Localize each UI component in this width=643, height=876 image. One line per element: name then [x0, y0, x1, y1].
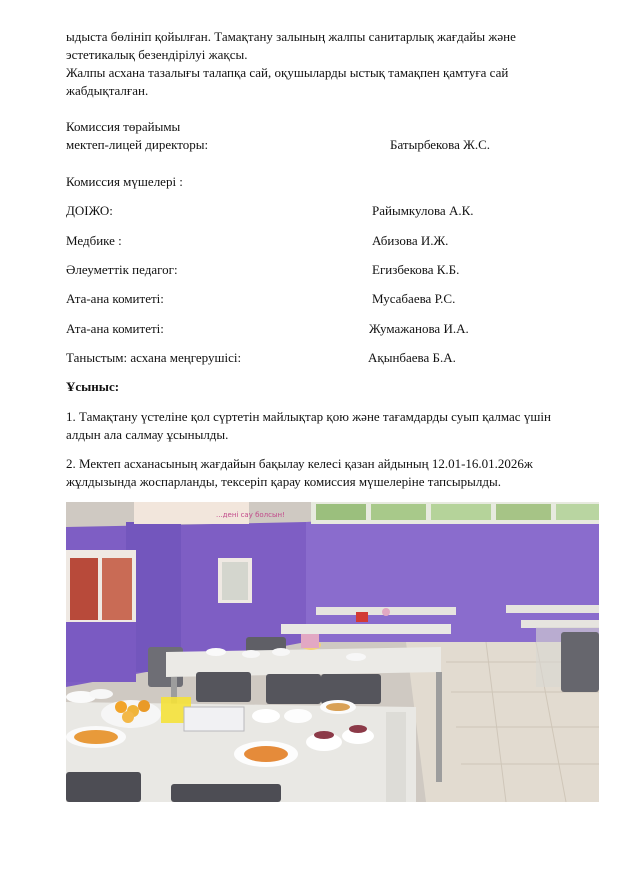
intro-line-4: жабдықталған. [66, 83, 149, 98]
member-name: Райымкулова А.К. [372, 203, 474, 218]
proposal-heading: Ұсыныс: [66, 379, 120, 394]
proposal-1-line-2: алдын ала салмау ұсынылды. [66, 427, 229, 442]
banner-text: ...дені сау болсын! [216, 511, 285, 519]
member-name: Абизова И.Ж. [372, 233, 449, 248]
chair-name: Батырбекова Ж.С. [390, 137, 490, 152]
members-heading: Комиссия мүшелері : [66, 174, 183, 189]
cafeteria-photo [66, 502, 599, 802]
member-role: Ата-ана комитеті: [66, 291, 164, 306]
member-role: Медбике : [66, 233, 122, 248]
proposal-2-line-1: 2. Мектеп асханасының жағдайын бақылау келесі қазан айдының 12.01-16.01.2026ж [66, 456, 533, 471]
member-role: ДОІЖО: [66, 203, 113, 218]
member-role: Әлеуметтік педагог: [66, 262, 178, 277]
member-name: Мусабаева Р.С. [372, 291, 456, 306]
intro-line-2: эстетикалық безендірілуі жақсы. [66, 47, 248, 62]
chair-role: мектеп-лицей директоры: [66, 137, 209, 152]
chair-title: Комиссия төрайымы [66, 119, 181, 134]
intro-line-3: Жалпы асхана тазалығы талапқа сай, оқушыларды ыстық тамақпен қамтуға сай [66, 65, 509, 80]
proposal-2-line-2: жұлдызында жоспарланды, тексеріп қарау комиссия мүшелеріне тапсырылды. [66, 474, 501, 489]
proposal-1-line-1: 1. Тамақтану үстеліне қол сүртетін майлықтар қою және тағамдарды суып қалмас үшін [66, 409, 551, 424]
member-name: Ақынбаева Б.А. [368, 350, 456, 365]
member-name: Егизбекова К.Б. [372, 262, 460, 277]
member-name: Жумажанова И.А. [369, 321, 469, 336]
intro-line-1: ыдыста бөлініп қойылған. Тамақтану залының жалпы санитарлық жағдайы және [66, 29, 516, 44]
member-role: Ата-ана комитеті: [66, 321, 164, 336]
member-role: Таныстым: асхана меңгерушісі: [66, 350, 242, 365]
